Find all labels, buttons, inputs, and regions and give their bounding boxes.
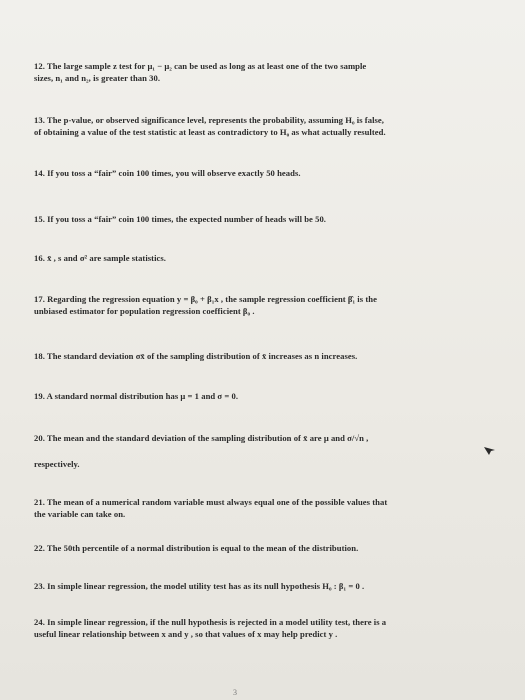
question-23-line-1: 23. In simple linear regression, the model utility test has as its null hypothesis H₀ : β₁ = 0 . [34, 581, 365, 591]
question-22-line-1: 22. The 50th percentile of a normal distribution is equal to the mean of the distribution. [34, 543, 359, 553]
question-14 [34, 168, 459, 180]
question-24-line-2: useful linear relationship between x and y , so that values of x may help predict y . [34, 628, 338, 639]
question-20-line-2: respectively. [34, 458, 80, 469]
question-18-line-1: 18. The standard deviation σx̄ of the sampling distribution of x̄ increases as n increases. [34, 351, 358, 361]
question-15 [34, 214, 459, 226]
question-24 [34, 617, 459, 640]
question-23 [34, 581, 459, 593]
question-17-line-1: 17. Regarding the regression equation y = β₀ + β₁x , the sample regression coefficient β̂₁ is the [34, 294, 377, 304]
question-12 [34, 61, 459, 84]
question-21 [34, 497, 459, 520]
question-12-line-1: 12. The large sample z test for μ₁ − μ₂ can be used as long as at least one of the two sample [34, 61, 367, 71]
question-21-line-2: the variable can take on. [34, 508, 126, 519]
question-22 [34, 543, 459, 555]
question-21-line-1: 21. The mean of a numerical random variable must always equal one of the possible values that [34, 497, 388, 507]
question-24-line-1: 24. In simple linear regression, if the null hypothesis is rejected in a model utility test, there is a [34, 617, 387, 627]
question-19-line-1: 19. A standard normal distribution has μ = 1 and σ = 0. [34, 391, 239, 401]
mouse-cursor-icon [483, 443, 497, 457]
question-13-line-1: 13. The p-value, or observed significance level, represents the probability, assuming H₀ is false, [34, 115, 384, 125]
question-12-line-2: sizes, n₁ and n₂, is greater than 30. [34, 72, 161, 83]
question-17-line-2: unbiased estimator for population regression coefficient β₀ . [34, 305, 255, 316]
question-19 [34, 391, 459, 403]
question-14-line-1: 14. If you toss a “fair” coin 100 times, you will observe exactly 50 heads. [34, 168, 301, 178]
question-13 [34, 115, 459, 138]
question-16 [34, 253, 459, 265]
question-16-line-1: 16. x̄ , s and σ² are sample statistics. [34, 253, 166, 263]
page-number: 3 [233, 688, 237, 697]
question-17 [34, 294, 459, 317]
question-13-line-2: of obtaining a value of the test statistic at least as contradictory to H₀ as what actually resulted. [34, 126, 386, 137]
question-20-line-1: 20. The mean and the standard deviation of the sampling distribution of x̄ are μ and σ/√n , [34, 433, 369, 443]
question-20 [34, 433, 459, 470]
question-15-line-1: 15. If you toss a “fair” coin 100 times, the expected number of heads will be 50. [34, 214, 327, 224]
question-18 [34, 351, 459, 363]
